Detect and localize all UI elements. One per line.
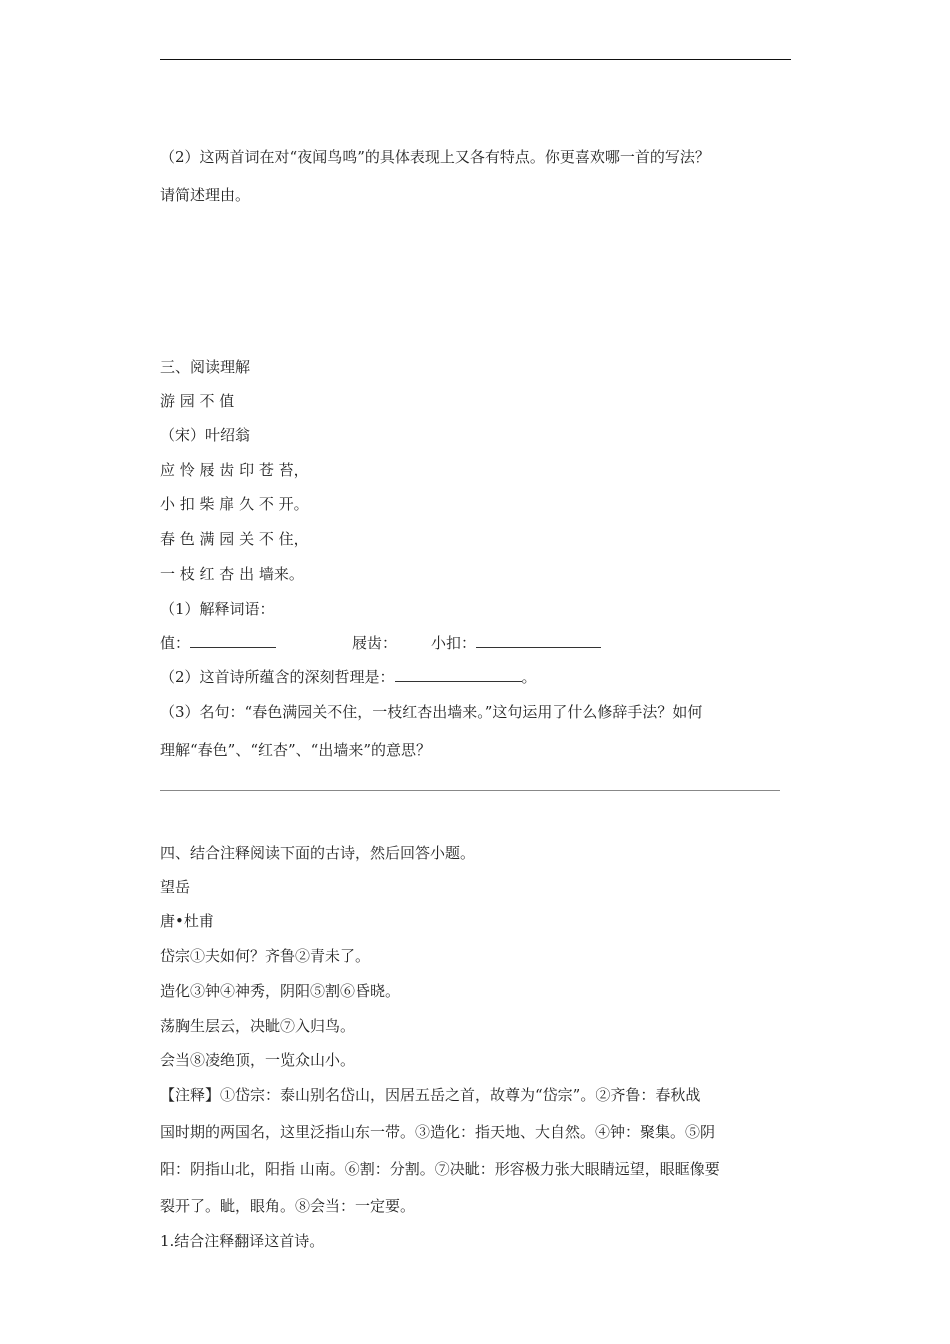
verse-line: 一 枝 红 杏 出 墙来。 bbox=[160, 565, 304, 583]
verse-line: 小 扣 柴 扉 久 不 开。 bbox=[160, 495, 309, 513]
answer-blank-zhi[interactable] bbox=[190, 633, 276, 648]
notes-line: 裂开了。眦，眼角。⑧会当：一定要。 bbox=[160, 1197, 416, 1215]
verse-line: 荡胸生层云，决眦⑦入归鸟。 bbox=[160, 1017, 356, 1035]
header-rule bbox=[160, 59, 791, 60]
task-1: 1.结合注释翻译这首诗。 bbox=[160, 1232, 325, 1250]
q3-line-1: （3）名句：“春色满园关不住，一枝红杏出墙来。”这句运用了什么修辞手法？如何 bbox=[160, 703, 703, 721]
q1-xiaokou-label: 小扣： bbox=[431, 634, 477, 652]
q1-answers bbox=[160, 633, 601, 653]
q2-philosophy bbox=[160, 667, 537, 687]
poem-author-du: 唐•杜甫 bbox=[160, 912, 214, 930]
poem-title-youyuan: 游 园 不 值 bbox=[160, 392, 235, 410]
q2-line-1: （2）这两首词在对“夜闻鸟鸣”的具体表现上又各有特点。你更喜欢哪一首的写法？ bbox=[160, 148, 710, 166]
q1-jichi-label: 屐齿： bbox=[352, 634, 398, 652]
poem-title-wangyue: 望岳 bbox=[160, 878, 191, 896]
answer-blank-xiaokou[interactable] bbox=[476, 633, 601, 648]
verse-line: 应 怜 屐 齿 印 苍 苔， bbox=[160, 461, 309, 479]
q3-line-2: 理解“春色”、“红杏”、“出墙来”的意思？ bbox=[160, 741, 432, 759]
section4-heading: 四、结合注释阅读下面的古诗，然后回答小题。 bbox=[160, 844, 476, 862]
notes-line: 国时期的两国名，这里泛指山东一带。③造化：指天地、大自然。④钟：聚集。⑤阴 bbox=[160, 1123, 716, 1141]
q2-philosophy-end: 。 bbox=[521, 668, 537, 686]
q2-philosophy-text: （2）这首诗所蕴含的深刻哲理是： bbox=[160, 668, 395, 686]
notes-line: 【注释】①岱宗：泰山别名岱山，因居五岳之首，故尊为“岱宗”。②齐鲁：春秋战 bbox=[160, 1086, 701, 1104]
verse-line: 岱宗①夫如何？齐鲁②青未了。 bbox=[160, 947, 371, 965]
notes-line: 阳：阴指山北，阳指 山南。⑥割：分割。⑦决眦：形容极力张大眼睛远望，眼眶像要 bbox=[160, 1160, 720, 1178]
poem-author-ye: （宋）叶绍翁 bbox=[160, 426, 251, 444]
q1-zhi-label: 值： bbox=[160, 634, 191, 652]
section3-heading: 三、阅读理解 bbox=[160, 358, 251, 376]
answer-line[interactable] bbox=[160, 790, 780, 791]
verse-line: 会当⑧凌绝顶，一览众山小。 bbox=[160, 1051, 356, 1069]
q2-line-2: 请简述理由。 bbox=[160, 186, 251, 204]
answer-blank-philosophy[interactable] bbox=[395, 667, 522, 682]
q1-prompt: （1）解释词语： bbox=[160, 600, 275, 618]
verse-line: 造化③钟④神秀，阴阳⑤割⑥昏晓。 bbox=[160, 982, 401, 1000]
verse-line: 春 色 满 园 关 不 住， bbox=[160, 530, 309, 548]
